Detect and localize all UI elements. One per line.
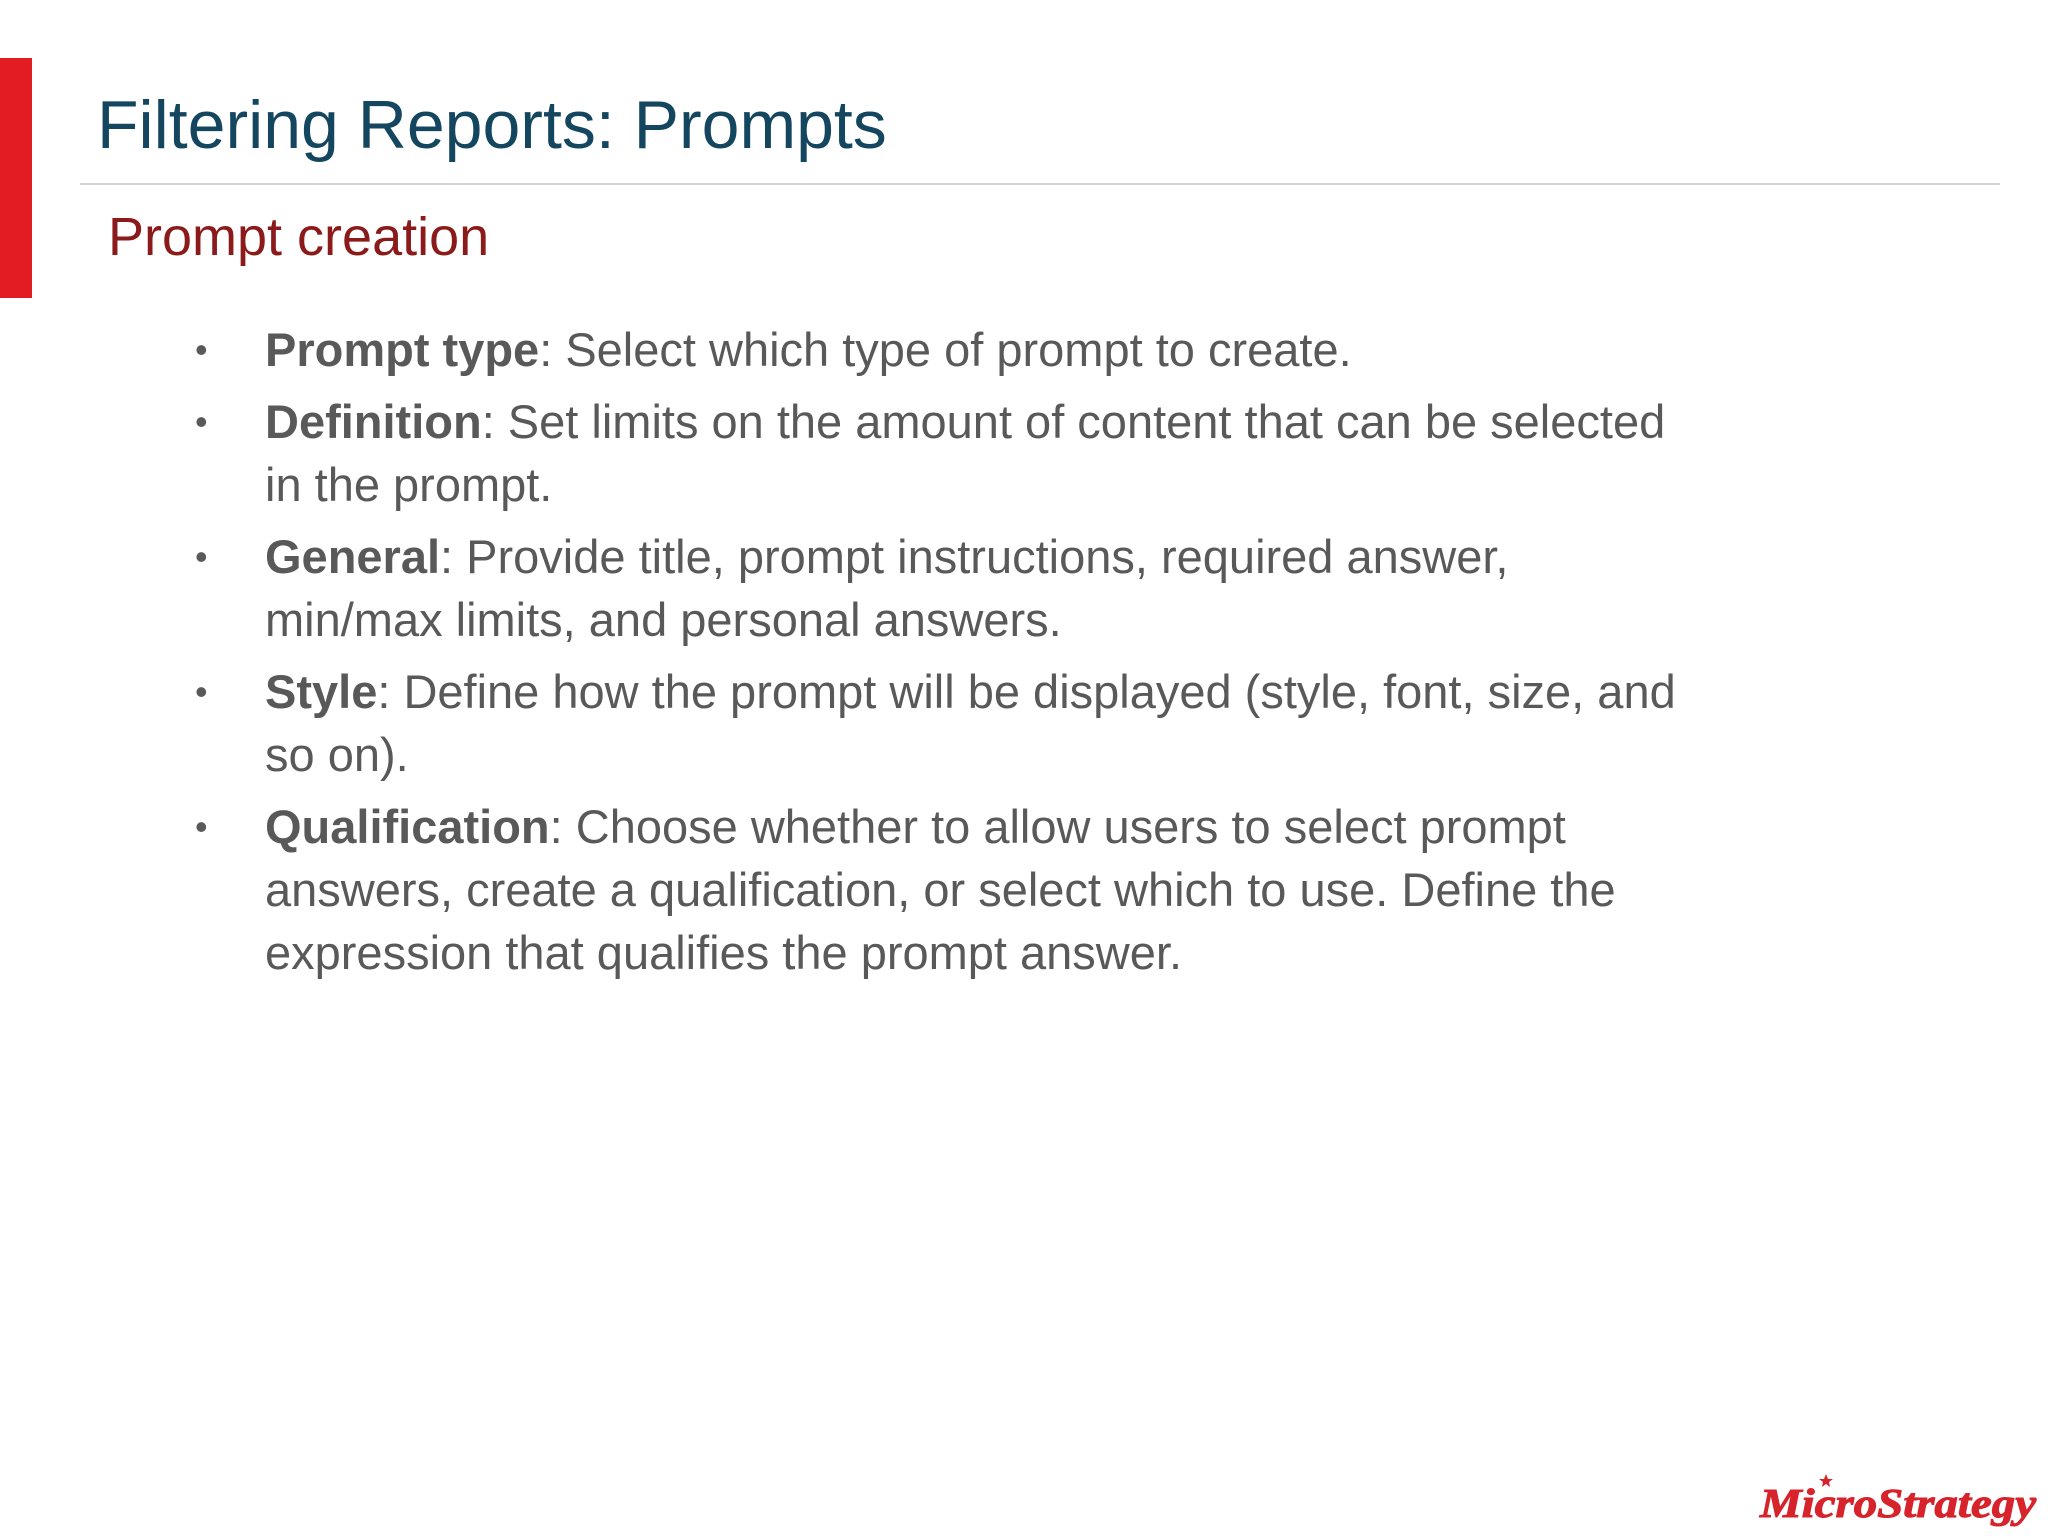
bullet-text: : Provide title, prompt instructions, required answer, min/max limits, and personal answers. — [265, 530, 1509, 646]
title-divider — [80, 183, 2000, 185]
bullet-icon: • — [195, 329, 208, 370]
bullet-item-prompt-type — [190, 318, 1690, 381]
section-subtitle: Prompt creation — [108, 207, 490, 267]
slide-title: Filtering Reports: Prompts — [97, 87, 887, 163]
bullet-term: General — [265, 530, 441, 583]
bullet-item-style — [190, 660, 1690, 786]
bullet-text: : Define how the prompt will be displayed (style, font, size, and so on). — [265, 665, 1676, 781]
bullet-text: : Select which type of prompt to create. — [539, 323, 1352, 376]
microstrategy-logo — [1758, 1466, 2040, 1536]
bullet-text: : Choose whether to allow users to select prompt answers, create a qualification, or select which to use. Define the expression that qualifies the prompt answer. — [265, 800, 1616, 979]
bullet-icon: • — [195, 671, 208, 712]
bullet-term: Definition — [265, 395, 482, 448]
bullet-icon: • — [195, 401, 208, 442]
accent-bar — [0, 58, 32, 298]
logo-wordmark: MicroStrategy — [1758, 1480, 2037, 1526]
bullet-list — [190, 318, 1690, 993]
bullet-term: Style — [265, 665, 378, 718]
bullet-text: : Set limits on the amount of content that can be selected in the prompt. — [265, 395, 1666, 511]
bullet-term: Prompt type — [265, 323, 540, 376]
bullet-icon: • — [195, 536, 208, 577]
bullet-item-definition — [190, 390, 1690, 516]
bullet-item-general — [190, 525, 1690, 651]
bullet-icon: • — [195, 806, 208, 847]
bullet-item-qualification — [190, 795, 1690, 984]
bullet-term: Qualification — [265, 800, 550, 853]
